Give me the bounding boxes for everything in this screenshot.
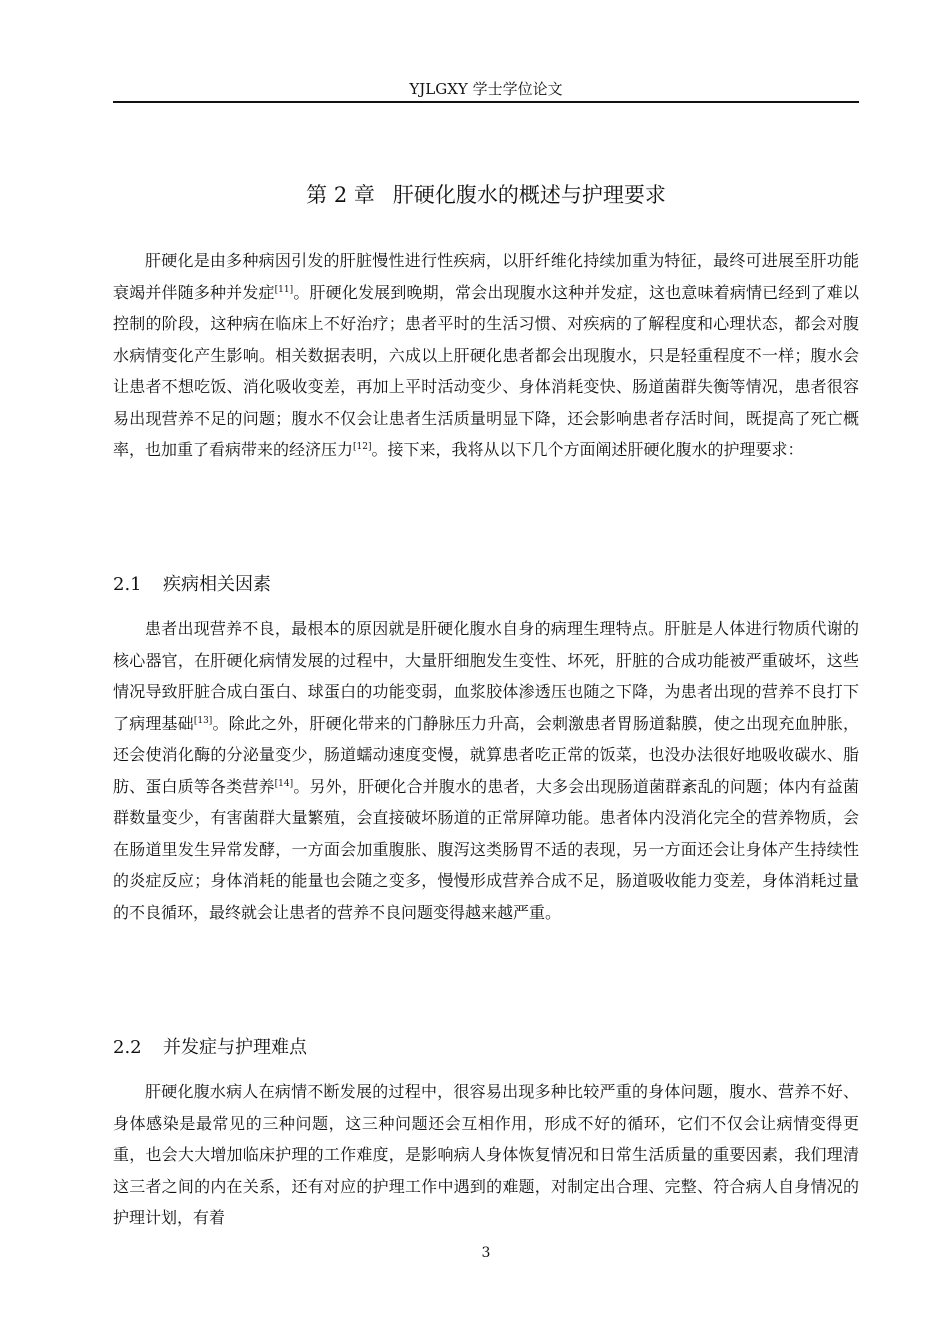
- chapter-title: [113, 180, 859, 210]
- section-2-2-paragraph: [113, 1076, 859, 1234]
- section-heading-2-2: [113, 1035, 859, 1061]
- intro-text-2: 。肝硬化发展到晚期，常会出现腹水这种并发症，这也意味着病情已经到了难以控制的阶段，这种病在临床上不好治疗；患者平时的生活习惯、对疾病的了解程度和心理状态，都会对腹水病情变化产生影响。相关数据表明，六成以上肝硬化患者都会出现腹水，只是轻重程度不一样；腹水会让患者不想吃饭、消化吸收变差，再加上平时活动变少、身体消耗变快、肠道菌群失衡等情况，患者很容易出现营养不足的问题；腹水不仅会让患者生活质量明显下降，还会影响患者存活时间，既提高了死亡概率，也加重了看病带来的经济压力: [113, 282, 859, 459]
- citation-11: [11]: [274, 284, 294, 295]
- header-rule: [113, 101, 859, 103]
- intro-text-1: 肝硬化是由多种病因引发的肝脏慢性进行性疾病，以肝纤维化持续加重为特征，最终可进展至肝功能衰竭并伴随多种并发症: [113, 251, 859, 302]
- intro-paragraph: [113, 245, 859, 466]
- section-2-1-text-2: 。除此之外，肝硬化带来的门静脉压力升高，会刺激患者胃肠道黏膜，使之出现充血肿胀，还会使消化酶的分泌量变少，肠道蠕动速度变慢，就算患者吃正常的饭菜，也没办法很好地吸收碳水、脂肪、蛋白质等各类营养: [113, 713, 859, 796]
- section-title: 并发症与护理难点: [163, 1037, 307, 1058]
- section-number: 2.1: [113, 574, 142, 595]
- citation-12: [12]: [353, 442, 372, 452]
- citation-14: [14]: [274, 778, 294, 789]
- intro-text-3: 。接下来，我将从以下几个方面阐述肝硬化腹水的护理要求：: [371, 440, 804, 459]
- citation-13: [13]: [193, 715, 213, 726]
- chapter-title-text: 肝硬化腹水的概述与护理要求: [392, 183, 666, 207]
- chapter-number: 第 2 章: [306, 183, 375, 207]
- page-number: 3: [481, 1245, 491, 1261]
- running-header: YJLGXY 学士学位论文: [409, 80, 563, 98]
- section-title: 疾病相关因素: [163, 574, 271, 595]
- section-2-2-text-1: 肝硬化腹水病人在病情不断发展的过程中，很容易出现多种比较严重的身体问题，腹水、营养不好、身体感染是最常见的三种问题，这三种问题还会互相作用，形成不好的循环，它们不仅会让病情变得更重，也会大大增加临床护理的工作难度，是影响病人身体恢复情况和日常生活质量的重要因素，我们理清这三者之间的内在关系，还有对应的护理工作中遇到的难题，对制定出合理、完整、符合病人自身情况的护理计划，有着: [113, 1082, 859, 1227]
- section-2-1-text-3: 。另外，肝硬化合并腹水的患者，大多会出现肠道菌群紊乱的问题；体内有益菌群数量变少，有害菌群大量繁殖，会直接破坏肠道的正常屏障功能。患者体内没消化完全的营养物质，会在肠道里发生异常发酵，一方面会加重腹胀、腹泻这类肠胃不适的表现，另一方面还会让身体产生持续性的炎症反应；身体消耗的能量也会随之变多，慢慢形成营养合成不足，肠道吸收能力变差，身体消耗过量的不良循环，最终就会让患者的营养不良问题变得越来越严重。: [113, 776, 859, 922]
- section-number: 2.2: [113, 1037, 142, 1058]
- section-2-1-paragraph: [113, 613, 859, 928]
- section-2-1-text-1: 患者出现营养不良，最根本的原因就是肝硬化腹水自身的病理生理特点。肝脏是人体进行物质代谢的核心器官，在肝硬化病情发展的过程中，大量肝细胞发生变性、坏死，肝脏的合成功能被严重破坏，这些情况导致肝脏合成白蛋白、球蛋白的功能变弱，血浆胶体渗透压也随之下降，为患者出现的营养不良打下了病理基础: [113, 619, 859, 733]
- section-heading-2-1: [113, 572, 859, 598]
